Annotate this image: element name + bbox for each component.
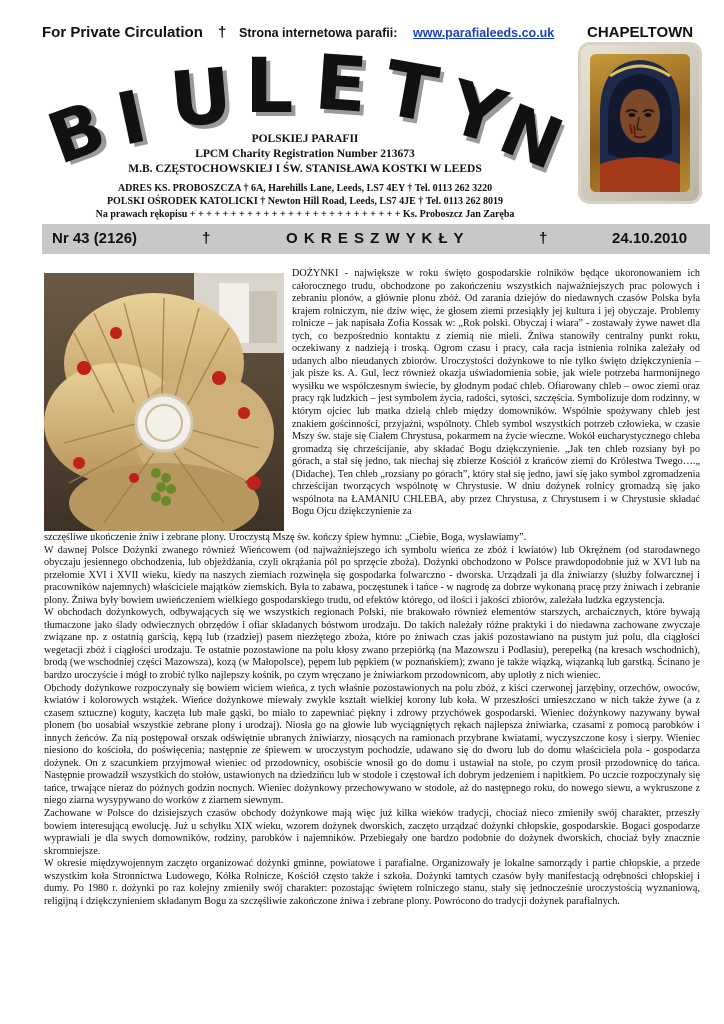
address-line-1: ADRES KS. PROBOSZCZA † 6A, Harehills Lane, Leeds, LS7 4EY † Tel. 0113 262 3220 — [117, 183, 493, 194]
dagger-separator: † — [218, 24, 227, 41]
banner-letter-t: T — [377, 43, 445, 140]
issue-number: Nr 43 (2126) — [52, 230, 138, 247]
banner-letter-l: L — [245, 41, 294, 130]
article-paragraph-3: W obchodach dożynkowych, odbywających się we wszystkich regionach Polski, nie brakowało również elementów starszych, archaicznych, które bywają tłumaczone jako ślady odwiecznych obrzędów i ofiar składanych bóstwom urodzaju. Do takich należały różne praktyki i do niedawna zachowane zwyczaje związane np. z ostatnią garścią, kępą lub (rzadziej) pasem niezżętego zboża, które po żniwach czas jakiś pozostawiano na pustym już polu, dla ciągłości wegetacji zbóż i ciągłości urodzaju. Te ostatnie pozostawione na polu kłosy zwano przepiórką (na Mazowszu i Podlasiu), perepełką (na kresach wschodnich), brodą (we wschodniej części Mazowsza), kozą (w Małopolsce), pępem lub pępkiem (w poznańskiem); zwano je także wiązką, wiązanką lub garstką. Ścinano je bardzo uroczyście i mógł to zrobić tylko najlepszy kośnik, po czym wręczano je żniwiarkom przodownicom, aby uplotły z nich wieniec. — [44, 607, 700, 682]
madonna-icon — [578, 42, 702, 204]
madonna-icon-painting — [590, 54, 690, 192]
article-intro-paragraph: DOŻYNKI - największe w roku święto gospodarskie rolników będące ukoronowaniem ich całorocznego trudu, obchodzone po zakończeniu wszystkich najważniejszych prac polowych i zebraniu plonów, a głównie plonu zbóż. Od zarania dziejów do niedawnych czasów Polska była krajem rolniczym, nie dziw więc, że głosem ziemi przesiąkły jej kultura i jej obyczaje. Problemy rolnicze – jak napisała Zofia Kossak w: „Rok polski. Obyczaj i wiara” - zostawały żywe nawet dla tych, co bezpośrednio kontaktu z ziemią nie mieli. Żniwa stanowiły centralny punkt roku, oczekiwany z nadzieją i troską. Ogrom czasu i pracy, cała racja istnienia rolnika zależały od udanych albo nieudanych zbiorów. Uroczystości dożynkowe to nie tylko święto dziękczynienia – jak pisze ks. A. Gul, lecz również okazja uświadomienia sobie, jak wiele potrzeba harmonijnego wysiłku we współczesnym świecie, by głodnym podać chleb. Ofiarowany chleb – owoc ziemi oraz pracy rąk ludzkich – jest symbolem życia, radości, sytości, szczęścia. Symbolizuje dom rodzinny, w którym ojciec lub matka dzielą chleb między domowników. Wspólnie spożywany chleb jest znakiem gościnności, przyjaźni, wspólnoty. Chleb symbol wszystkich potrzeb człowieka, w czasie Mszy św. staje się Ciałem Chrystusa, pokarmem na życie wieczne. Wokół eucharystycznego chleba gromadzą się chrześcijanie, aby składać Bogu dziękczynienie. „Jak ten chleb rozsiany był po górach, a stał się jedno, tak niechaj się zbierze Kościół z krańców ziemi do Królestwa Twego….„ (Didache). Ten chleb „rozsiany po górach”, który stał się jedno, jawi się jako symbol zgromadzenia chrześcijan tworzących wspólnotę w Chrystusie. W dniu dożynek rolnicy gromadzą się jako wspólnota na ŁAMANIU CHLEBA, aby przez Chrystusa, z Chrystusem i w Chrystusie składać Bogu Ojcu dziękczynienie za — [292, 268, 700, 518]
article-paragraph-1: szczęśliwe ukończenie żniw i zebrane plony. Uroczystą Mszę św. kończy śpiew hymnu: „Ciebie, Boga, wysławiamy”. — [44, 532, 527, 543]
article-paragraph-2: W dawnej Polsce Dożynki zwanego również Wieńcowem (od najważniejszego ich symbolu wieńca ze zbóż i kwiatów) lub Okrężnem (od starodawnego obyczaju jesiennego obchodzenia, lub objeżdżania, czyli okrążania pól po sprzęcie zboża). Dożynki obchodzono w Polsce prawdopodobnie już w XVI lub na przełomie XVI i XVII wieku, kiedy na naszych ziemiach rozwinęła się gospodarka folwarczno - dworska. Urządzali ja dla żniwiarzy (służby folwarcznej i pracowników najemnych) właściciele majątków ziemskich. Była to zabawa, poczęstunek i tańce - w nagrodę za dobrze wykonaną pracę przy żniwach i zebranie plony. Żniwa były bowiem uwieńczeniem wielkiego gospodarskiego trudu, od efektów którego, od ilości i jakości zbiorów, zależała ludzka egzystencja. — [44, 544, 700, 606]
banner-letter-n: N — [488, 88, 574, 186]
banner-letter-b: B — [37, 85, 116, 181]
address-line-3: Na prawach rękopisu + + + + + + + + + + + + + + + + + + + + + + + + + + Ks. Proboszcz Jan Zaręba — [95, 209, 515, 220]
article-paragraph-6: W okresie międzywojennym zaczęto organizować dożynki gminne, powiatowe i parafialne. Organizowały je lokalne samorządy i partie chłopskie, a przede wszystkim koła Stronnictwa Ludowego, Kółka Rolnicze, Kościół często także i szkoła. Dożynki tamtych czasów były manifestacją odrębności chłopskiej i dumy. Po 1980 r. dożynki po raz kolejny zmieniły swój charakter: pozostając świętem rolniczego stanu, stały się jednocześnie uroczystością wyznaniową, religijną i dziękczynieniem składanym Bogu za szczęśliwie zakończone żniwa i zebrane plony. Powrócono do tradycji dożynek parafialnych. — [44, 858, 700, 907]
address-line-2: POLSKI OŚRODEK KATOLICKI † Newton Hill Road, Leeds, LS7 4JE † Tel. 0113 262 8019 — [106, 196, 504, 207]
article-body — [44, 532, 700, 908]
issue-bar — [42, 224, 710, 254]
parish-line-3: M.B. CZĘSTOCHOWSKIEJ I ŚW. STANISŁAWA KOSTKI W LEEDS — [128, 163, 482, 175]
website-label: Strona internetowa parafii: — [239, 26, 398, 40]
private-circulation-label: For Private Circulation — [42, 24, 203, 41]
issue-dagger-left: † — [202, 230, 211, 247]
website-link[interactable]: www.parafialeeds.co.uk — [413, 26, 555, 40]
parish-line-2: LPCM Charity Registration Number 213673 — [195, 148, 415, 160]
location-label: CHAPELTOWN — [587, 24, 694, 41]
issue-dagger-right: † — [539, 230, 548, 247]
article-intro-column — [292, 268, 700, 519]
banner-letter-y: Y — [439, 64, 515, 162]
parish-line-1: POLSKIEJ PARAFII — [251, 133, 359, 145]
banner-letter-u: U — [166, 50, 236, 145]
banner-letter-e: E — [311, 37, 370, 130]
article-paragraph-4: Obchody dożynkowe rozpoczynały się bowiem wiciem wieńca, z tych właśnie pozostawionych na polu zbóż, z kiści czerwonej jarzębiny, orzechów, owoców, kwiatów i kolorowych wstążek. Wieńce dożynkowe miewały zwykle kształt wielkiej korony lub koła. W przeszłości umieszczano w nich także żywe (a z czasem sztuczne) koguty, kaczęta lub małe gąski, bo miało to zapewniać piękny i zdrowy przychówek gospodarski. Wieniec dożynkowy nazywany bywał plonem (bo uosabiał wszystkie zebrane plony i urodzaj). Niosła go na głowie lub wyciągniętych rękach najlepsza żniwiarka, czasami z pomocą parobków i innych żeńców. Za nią postępował orszak odświętnie ubranych żniwiarzy, niosących na ramionach przybrane kwiatami, wyczyszczone kosy i sierpy. Wieniec niesiono do kościoła, do poświęcenia; następnie ze śpiewem w uroczystym pochodzie, udawano się do dworu lub do domu właściciela pola - gospodarza dożynek. On z szacunkiem przyjmował wieniec od przodownicy, osobiście wnosił go do domu i ustawiał na stole, po czym prosił przodownicę do tańca. Następnie prowadził wszystkich do stołów, ustawionych na dziedzińcu lub w stodole i częstował ich dobrym jedzeniem i napitkiem. Po uczcie rozpoczynały się tańce, trwające nieraz do późnych godzin nocnych. Wieniec dożynkowy przechowywano w stodole, aż do następnego roku, do nowego siewu, a wykruszone z niego ziarna wysypywano do worków z ziarnem siewnym. — [44, 682, 700, 807]
madonna-icon-drawing — [590, 54, 690, 192]
liturgical-period: O K R E S Z W Y K Ł Y — [286, 230, 465, 247]
parish-block — [40, 132, 570, 177]
harvest-wreath-drawing — [44, 273, 284, 531]
banner-letter-i: I — [109, 74, 154, 162]
harvest-wreath-photo — [44, 273, 284, 531]
article-paragraph-5: Zachowane w Polsce do dzisiejszych czasów obchody dożynkowe mają więc już kilka wieków tradycji, chociaż nieco zmieniły swój charakter, przeszły bowiem interesującą ewolucję. Już u schyłku XIX wieku, wzorem dożynek dworskich, zaczęto urządzać dożynki chłopskie, gospodarskie. Bogaci gospodarze wyprawiali je dla swych domowników, rodziny, parobków i najemników. Przebiegały one bardzo podobnie do dożynek dworskich, chociaż były znacznie skromniejsze. — [44, 808, 700, 857]
address-block — [40, 182, 570, 221]
issue-date: 24.10.2010 — [612, 230, 688, 247]
